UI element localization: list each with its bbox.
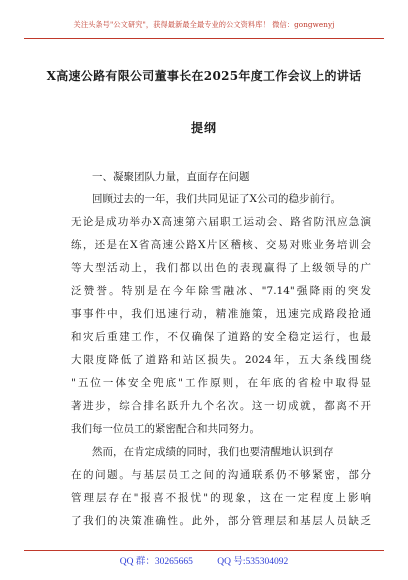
paragraph-line: 了我们的决策准确性。此外，部分管理层和基层人员缺乏 bbox=[71, 515, 371, 527]
footer-qq-group: QQ 群：30265665 bbox=[119, 557, 193, 567]
paragraph-line: 管理层存在"报喜不报忧"的现象，这在一定程度上影响 bbox=[71, 492, 371, 504]
document-title: X高速公路有限公司董事长在2025年度工作会议上的讲话 bbox=[46, 69, 362, 83]
header-banner: 关注头条号"公文研究"，获得最新最全最专业的公文资料库！ 微信：gongwenyj bbox=[73, 20, 335, 29]
footer-qq-number: QQ 号:535304092 bbox=[217, 557, 289, 567]
paragraph-line: 练，还是在X省高速公路X片区稽核、交易对账业务培训会 bbox=[71, 239, 371, 251]
paragraph-line: 我们每一位员工的紧密配合和共同努力。 bbox=[71, 423, 260, 435]
paragraph-line: 回顾过去的一年，我们共同见证了X公司的稳步前行。 bbox=[92, 193, 341, 205]
paragraph-line: 事事件中，我们迅速行动，精准施策，迅速完成路段抢通 bbox=[71, 308, 371, 320]
header-divider bbox=[24, 38, 384, 39]
document-subtitle: 提纲 bbox=[190, 121, 217, 135]
footer-divider bbox=[24, 550, 384, 551]
footer-contact bbox=[0, 553, 408, 567]
section-heading: 一、凝聚团队力量，直面存在问题 bbox=[92, 171, 250, 183]
paragraph-line: 然而，在肯定成绩的同时，我们也要清醒地认识到存 bbox=[92, 446, 334, 458]
paragraph-line: 无论是成功举办X高速第六届职工运动会、路省防汛应急演 bbox=[71, 216, 371, 228]
paragraph-line: "五位一体安全兜底"工作原则，在年底的省检中取得显 bbox=[71, 377, 371, 389]
paragraph-line: 泛赞誉。特别是在今年除雪融冰、"7.14"强降雨的突发 bbox=[71, 285, 371, 297]
paragraph-line: 和灾后重建工作，不仅确保了道路的安全稳定运行，也最 bbox=[71, 331, 371, 343]
paragraph-line: 在的问题。与基层员工之间的沟通联系仍不够紧密，部分 bbox=[71, 469, 371, 481]
paragraph-line: 等大型活动上，我们都以出色的表现赢得了上级领导的广 bbox=[71, 262, 371, 274]
paragraph-line: 著进步，综合排名跃升九个名次。这一切成就，都离不开 bbox=[71, 400, 371, 412]
paragraph-line: 大限度降低了道路和站区损失。2024年，五大条线围绕 bbox=[71, 354, 371, 366]
